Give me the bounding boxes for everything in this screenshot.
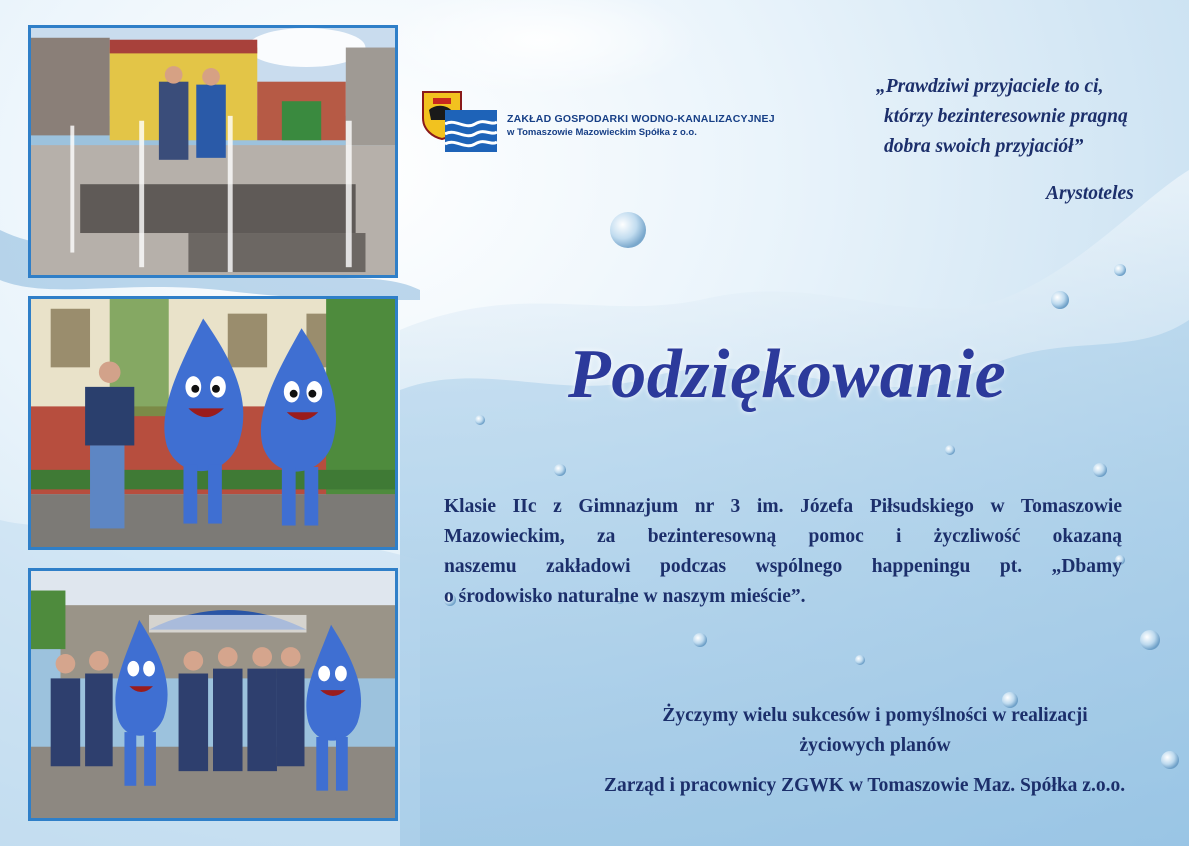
page-title: Podziękowanie [568,336,1007,413]
fountain-square-photo [28,25,398,278]
water-drop-mascots-photo [28,296,398,550]
signature: Zarząd i pracownicy ZGWK w Tomaszowie Maz. Spółka z.o.o. [604,775,1126,796]
message-line: o środowisko naturalne w naszym mieście”. [444,586,806,607]
message-line: Mazowieckim, za bezinteresowną pomoc i życzliwość okazaną [444,526,1122,547]
wishes [640,701,1110,761]
quote-line: dobra swoich przyjaciół” [884,136,1084,157]
company-name: ZAKŁAD GOSPODARKI WODNO-KANALIZACYJNEJ [507,113,775,125]
company-subtitle: w Tomaszowie Mazowieckim Spółka z o.o. [507,127,697,138]
quote-line: którzy bezinteresownie pragną [884,106,1128,127]
water-waves-icon [445,110,497,152]
group-with-mascots-photo [28,568,398,821]
wishes-line: Życzymy wielu sukcesów i pomyślności w realizacji [662,705,1088,726]
thank-you-message [444,492,1122,612]
quote-author: Arystoteles [1046,183,1134,204]
quote [876,72,1176,162]
company-logo [421,90,775,154]
message-line: Klasie IIc z Gimnazjum nr 3 im. Józefa Piłsudskiego w Tomaszowie [444,496,1122,517]
message-line: naszemu zakładowi podczas wspólnego happeningu pt. „Dbamy [444,556,1122,577]
quote-line: „Prawdziwi przyjaciele to ci, [876,76,1104,97]
wishes-line: życiowych planów [799,735,951,756]
